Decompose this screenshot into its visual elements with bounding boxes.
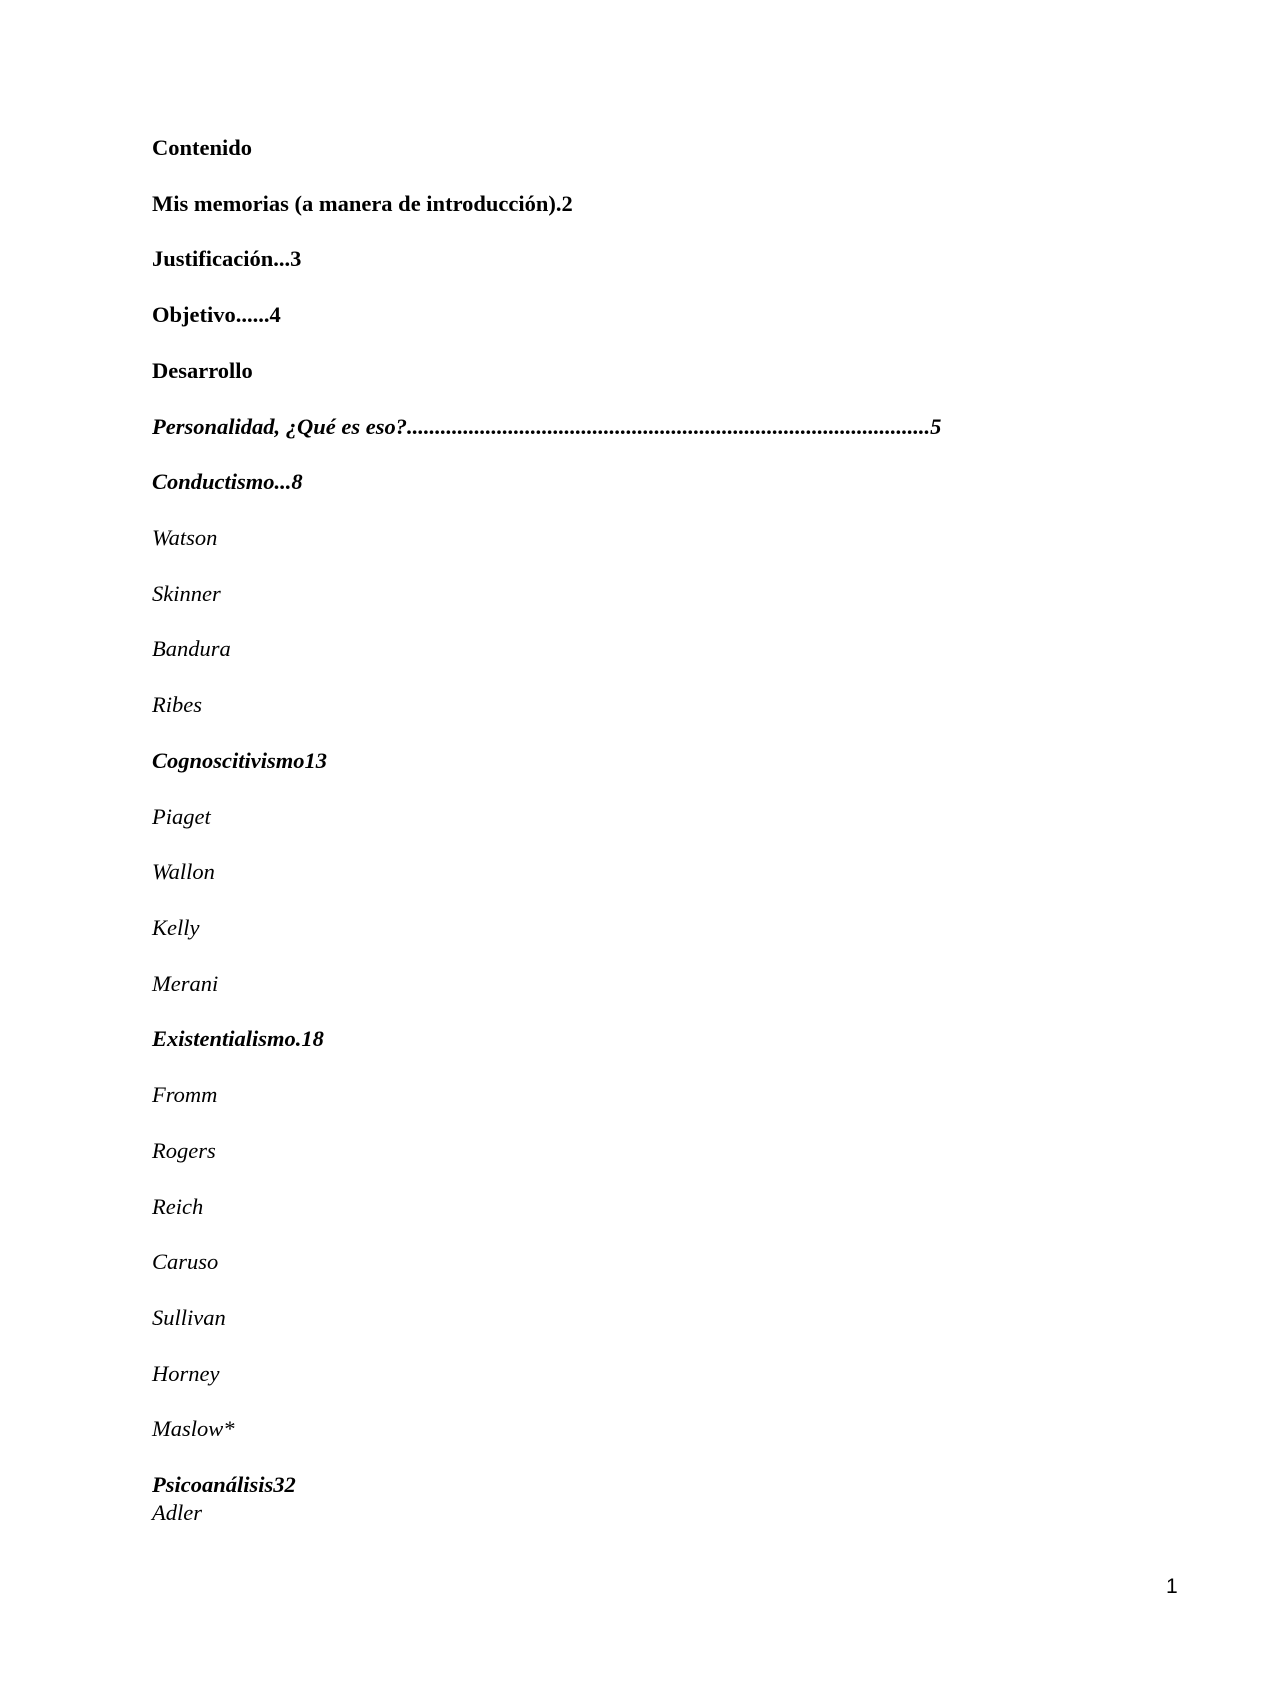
toc-entry-existentialism: Existentialismo.18 <box>152 1026 324 1051</box>
toc-subentry: Wallon <box>152 859 215 884</box>
toc-subentry: Ribes <box>152 692 202 717</box>
toc-entry-personality: Personalidad, ¿Qué es eso?.............................................................................................5 <box>152 414 942 439</box>
toc-entry-objective: Objetivo......4 <box>152 302 281 327</box>
toc-subentry: Bandura <box>152 636 231 661</box>
toc-subentry: Piaget <box>152 804 211 829</box>
toc-entry-psychoanalysis: Psicoanálisis32 <box>152 1472 296 1497</box>
toc-subentry: Adler <box>152 1500 202 1525</box>
page-number: 1 <box>1166 1575 1178 1598</box>
toc-subentry: Reich <box>152 1194 204 1219</box>
toc-entry-cognitivism: Cognoscitivismo13 <box>152 748 328 773</box>
toc-entry-justification: Justificación...3 <box>152 246 302 271</box>
toc-heading: Contenido <box>152 135 253 160</box>
toc-subentry: Kelly <box>152 915 200 940</box>
toc-subentry: Watson <box>152 525 218 550</box>
toc-subentry: Maslow* <box>152 1416 235 1441</box>
toc-subentry: Sullivan <box>152 1305 226 1330</box>
toc-subentry: Merani <box>152 971 219 996</box>
toc-subentry: Horney <box>152 1361 220 1386</box>
toc-entry-introduction: Mis memorias (a manera de introducción).2 <box>152 191 573 216</box>
toc-subentry: Fromm <box>152 1082 218 1107</box>
toc-subentry: Skinner <box>152 581 221 606</box>
toc-subentry: Rogers <box>152 1138 216 1163</box>
toc-entry-development: Desarrollo <box>152 358 253 383</box>
toc-entry-behaviorism: Conductismo...8 <box>152 469 303 494</box>
toc-subentry: Caruso <box>152 1249 219 1274</box>
